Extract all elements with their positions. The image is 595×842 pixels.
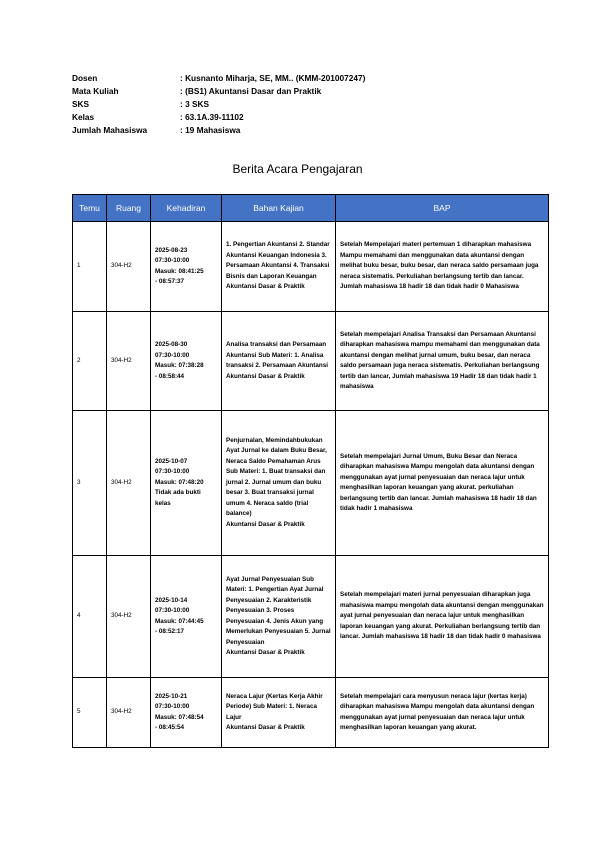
info-label: Mata Kuliah [72,86,119,96]
info-value: : 63.1A.39-11102 [180,112,244,122]
header-bap: BAP [336,195,549,222]
cell-kehadiran: 2025-10-21 07:30-10:00 Masuk: 07:48:54 - 08:45:54 [151,678,222,748]
info-row-sks [72,98,365,111]
cell-temu: 5 [73,678,107,748]
cell-kehadiran: 2025-08-30 07:30-10:00 Masuk: 07:38:28 - 08:58:44 [151,312,222,411]
course-info [72,72,365,137]
info-label: Dosen [72,73,98,83]
cell-temu: 4 [73,556,107,678]
cell-bap: Setelah mempelajari materi jurnal penyesuaian diharapkan juga mahasiswa mampu mengolah data akuntansi dengan menggunakan ayat jurnal penyesuaian dan neraca lajur untuk menghasilkan laporan keuangan yang akurat. Perkuliahan berlangsung tertib dan lancar. Jumlah mahasiswa 18 hadir 18 dan tidak hadir 0 mahasiswa [336,556,549,678]
table-header-row [73,195,549,222]
info-label: SKS [72,99,90,109]
cell-temu: 2 [73,312,107,411]
info-label: Jumlah Mahasiswa [72,125,148,135]
table-row [73,222,549,312]
cell-bap: Setelah mempelajari cara menyusun neraca lajur (kertas kerja) diharapkan mahasiswa Mampu mengolah data akuntansi dengan menggunakan ayat jurnal penyesuaian dan neraca lajur untuk menghasilkan laporan keuangan yang akurat. [336,678,549,748]
info-row-kelas [72,111,365,124]
page-title: Berita Acara Pengajaran [232,162,363,176]
table-row [73,411,549,556]
cell-ruang: 304-H2 [107,556,151,678]
info-value: : Kusnanto Miharja, SE, MM.. (KMM-201007247) [180,73,366,83]
cell-bap: Setelah Mempelajari materi pertemuan 1 diharapkan mahasiswa Mampu memahami dan menggunakan data akuntansi dengan melihat buku besar, buku besar, dan neraca saldo persamaan juga neraca sistematis. Perkuliahan berlangsung tertib dan lancar. Jumlah mahasiswa 18 hadir 18 dan tidak hadir 0 Mahasiswa [336,222,549,312]
cell-ruang: 304-H2 [107,222,151,312]
cell-bahan-kajian: Neraca Lajur (Kertas Kerja Akhir Periode) Sub Materi: 1. Neraca Lajur Akuntansi Dasar & Praktik [222,678,336,748]
info-row-dosen [72,72,365,85]
bap-table [72,194,549,748]
header-kehadiran: Kehadiran [151,195,222,222]
cell-temu: 1 [73,222,107,312]
header-temu: Temu [73,195,107,222]
info-label: Kelas [72,112,95,122]
info-row-jumlah-mahasiswa [72,124,365,137]
table-row [73,556,549,678]
info-value: : 3 SKS [180,99,210,109]
table-row [73,312,549,411]
cell-bahan-kajian: Analisa transaksi dan Persamaan Akuntansi Sub Materi: 1. Analisa transaksi 2. Persamaan Akuntansi Akuntansi Dasar & Praktik [222,312,336,411]
cell-kehadiran: 2025-08-23 07:30-10:00 Masuk: 08:41:25 - 08:57:37 [151,222,222,312]
cell-kehadiran: 2025-10-07 07:30-10:00 Masuk: 07:48:20 Tidak ada bukti kelas [151,411,222,556]
info-value: : (BS1) Akuntansi Dasar dan Praktik [180,86,322,96]
cell-ruang: 304-H2 [107,411,151,556]
cell-temu: 3 [73,411,107,556]
cell-bap: Setelah mempelajari Analisa Transaksi dan Persamaan Akuntansi diharapkan mahasiswa mampu memahami dan menggunakan data akuntansi dengan melihat jurnal umum, buku besar, dan neraca saldo persamaan juga neraca sistematis. Perkuliahan berlangsung tertib dan lancar, Jumlah mahasiswa 19 Hadir 18 dan tidak hadir 1 mahasiswa [336,312,549,411]
cell-bap: Setelah mempelajari Jurnal Umum, Buku Besar dan Neraca diharapkan mahasiswa Mampu mengolah data akuntansi dengan menggunakan ayat jurnal penyesuaian dan neraca lajur untuk menghasilkan laporan keuangan yang akurat. perkuliahan berlangsung tertib dan lancar. Jumlah mahasiswa 18 hadir 18 dan tidak hadir 1 mahasiswa [336,411,549,556]
header-bahan-kajian: Bahan Kajian [222,195,336,222]
info-value: : 19 Mahasiswa [180,125,241,135]
cell-ruang: 304-H2 [107,312,151,411]
cell-kehadiran: 2025-10-14 07:30-10:00 Masuk: 07:44:45 - 08:52:17 [151,556,222,678]
table-row [73,678,549,748]
cell-bahan-kajian: 1. Pengertian Akuntansi 2. Standar Akuntansi Keuangan Indonesia 3. Persamaan Akuntansi 4. Transaksi Bisnis dan Laporan Keuangan Akuntansi Dasar & Praktik [222,222,336,312]
header-ruang: Ruang [107,195,151,222]
info-row-mata-kuliah [72,85,365,98]
cell-ruang: 304-H2 [107,678,151,748]
cell-bahan-kajian: Penjurnalan, Memindahbukukan Ayat Jurnal ke dalam Buku Besar, Neraca Saldo Pemahaman Arus Sub Materi: 1. Buat transaksi dan jurnal 2. Jurnal umum dan buku besar 3. Buat transaksi jurnal umum 4. Neraca saldo (trial balance) Akuntansi Dasar & Praktik [222,411,336,556]
cell-bahan-kajian: Ayat Jurnal Penyesuaian Sub Materi: 1. Pengertian Ayat Jurnal Penyesuaian 2. Karakteristik Penyesuaian 3. Proses Penyesuaian 4. Jenis Akun yang Memerlukan Penyesuaian 5. Jurnal Penyesuaian Akuntansi Dasar & Praktik [222,556,336,678]
